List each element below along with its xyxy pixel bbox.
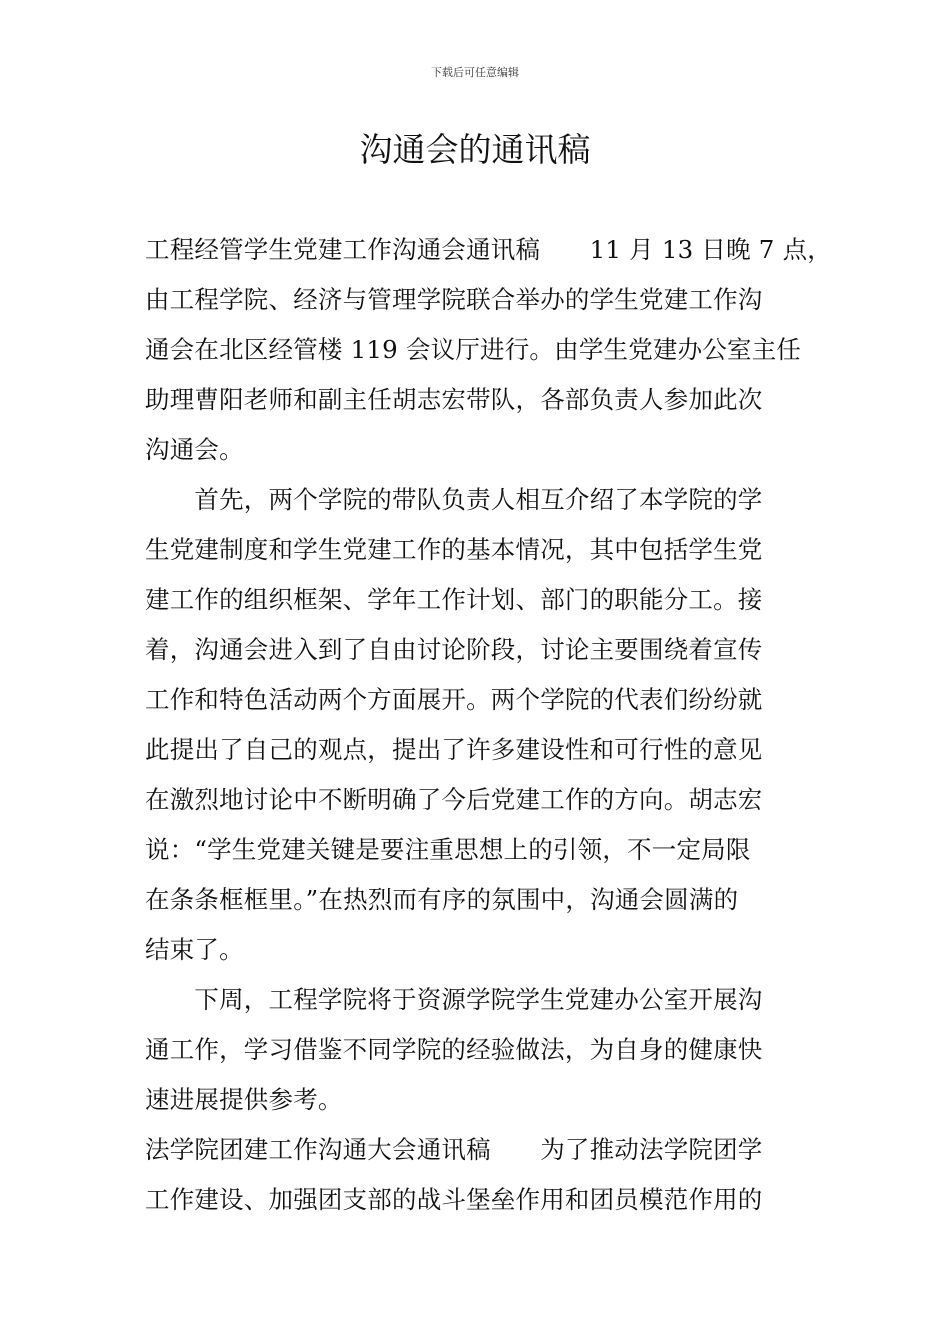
text-line: 在激烈地讨论中不断明确了今后党建工作的方向。胡志宏 — [145, 785, 763, 814]
page-title: 沟通会的通讯稿 — [359, 130, 591, 169]
text-line: 首先，两个学院的带队负责人相互介绍了本学院的学 — [145, 485, 763, 514]
text-line: 由工程学院、经济与管理学院联合举办的学生党建工作沟 — [145, 285, 763, 314]
text-line: 下周，工程学院将于资源学院学生党建办公室开展沟 — [145, 985, 763, 1014]
text-line: 此提出了自己的观点，提出了许多建设性和可行性的意见 — [145, 735, 763, 764]
header-note: 下载后可任意编辑 — [431, 66, 519, 79]
text-line: 工作和特色活动两个方面展开。两个学院的代表们纷纷就 — [145, 685, 763, 714]
text-line: 助理曹阳老师和副主任胡志宏带队，各部负责人参加此次 — [145, 385, 763, 414]
text-line: 通会在北区经管楼 119 会议厅进行。由学生党建办公室主任 — [145, 335, 802, 364]
text-line: 工作建设、加强团支部的战斗堡垒作用和团员模范作用的 — [145, 1185, 763, 1214]
text-line: 在条条框框里。”在热烈而有序的氛围中，沟通会圆满的 — [145, 885, 739, 914]
text-line: 建工作的组织框架、学年工作计划、部门的职能分工。接 — [145, 585, 763, 614]
text-line: 生党建制度和学生党建工作的基本情况，其中包括学生党 — [145, 535, 763, 564]
text-line: 工程经管学生党建工作沟通会通讯稿 11 月 13 日晚 7 点， — [145, 235, 832, 264]
text-line: 速进展提供参考。 — [145, 1085, 343, 1114]
text-line: 沟通会。 — [145, 435, 244, 464]
text-line: 结束了。 — [145, 935, 244, 964]
text-line: 法学院团建工作沟通大会通讯稿 为了推动法学院团学 — [145, 1135, 763, 1164]
body-text — [145, 225, 832, 1225]
text-line: 着，沟通会进入到了自由讨论阶段，讨论主要围绕着宣传 — [145, 635, 763, 664]
text-line: 通工作，学习借鉴不同学院的经验做法，为自身的健康快 — [145, 1035, 763, 1064]
text-line: 说：“学生党建关键是要注重思想上的引领，不一定局限 — [145, 835, 751, 864]
